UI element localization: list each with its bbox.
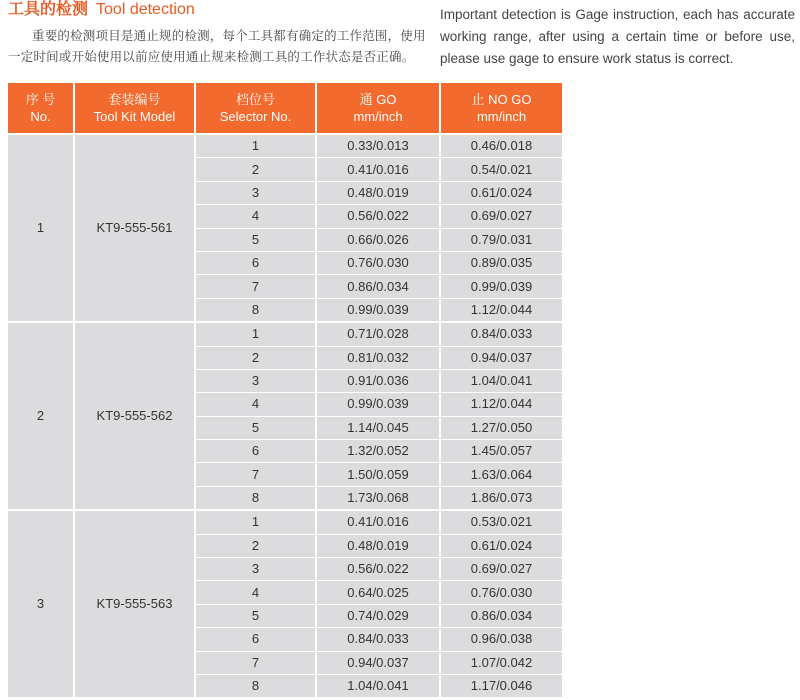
nogo-cell: 0.94/0.037 [440, 346, 562, 369]
header-go-en: mm/inch [353, 109, 403, 124]
nogo-cell: 1.04/0.041 [440, 369, 562, 392]
nogo-cell: 1.63/0.064 [440, 463, 562, 486]
header-no-en: No. [30, 109, 51, 124]
nogo-cell: 0.69/0.027 [440, 558, 562, 581]
table-row [8, 322, 562, 346]
go-cell: 0.66/0.026 [316, 228, 440, 251]
nogo-cell: 0.76/0.030 [440, 581, 562, 604]
header-no-cn: 序 号 [25, 92, 56, 107]
selector-cell: 8 [195, 298, 316, 322]
title-cn: 工具的检测 [8, 1, 89, 18]
selector-cell: 6 [195, 628, 316, 651]
go-cell: 0.99/0.039 [316, 393, 440, 416]
nogo-cell: 0.46/0.018 [440, 134, 562, 158]
page-title [8, 0, 195, 20]
group-number: 1 [8, 134, 74, 322]
go-cell: 0.91/0.036 [316, 369, 440, 392]
nogo-cell: 1.86/0.073 [440, 486, 562, 510]
nogo-cell: 0.86/0.034 [440, 604, 562, 627]
nogo-cell: 1.12/0.044 [440, 393, 562, 416]
nogo-cell: 1.45/0.057 [440, 440, 562, 463]
selector-cell: 4 [195, 581, 316, 604]
nogo-cell: 0.53/0.021 [440, 510, 562, 534]
go-cell: 0.81/0.032 [316, 346, 440, 369]
header-nogo-en: mm/inch [476, 109, 527, 124]
selector-cell: 3 [195, 558, 316, 581]
go-cell: 0.74/0.029 [316, 604, 440, 627]
go-cell: 0.64/0.025 [316, 581, 440, 604]
nogo-cell: 0.61/0.024 [440, 534, 562, 557]
title-en: Tool detection [96, 1, 195, 18]
go-cell: 0.33/0.013 [316, 134, 440, 158]
go-cell: 0.86/0.034 [316, 275, 440, 298]
selector-cell: 6 [195, 440, 316, 463]
selector-cell: 3 [195, 181, 316, 204]
group-number: 3 [8, 510, 74, 698]
go-cell: 1.32/0.052 [316, 440, 440, 463]
selector-cell: 1 [195, 134, 316, 158]
table-header-row [8, 83, 562, 134]
go-cell: 0.99/0.039 [316, 298, 440, 322]
selector-cell: 8 [195, 674, 316, 698]
nogo-cell: 1.12/0.044 [440, 298, 562, 322]
go-cell: 1.50/0.059 [316, 463, 440, 486]
nogo-cell: 1.17/0.046 [440, 674, 562, 698]
selector-cell: 6 [195, 251, 316, 274]
go-cell: 0.41/0.016 [316, 158, 440, 181]
go-cell: 0.56/0.022 [316, 558, 440, 581]
go-cell: 0.56/0.022 [316, 205, 440, 228]
selector-cell: 1 [195, 510, 316, 534]
header-go [316, 83, 440, 134]
selector-cell: 7 [195, 275, 316, 298]
nogo-cell: 0.96/0.038 [440, 628, 562, 651]
selector-cell: 1 [195, 322, 316, 346]
group-number: 2 [8, 322, 74, 510]
go-cell: 1.73/0.068 [316, 486, 440, 510]
table-row [8, 510, 562, 534]
group-model: KT9-555-562 [74, 322, 195, 510]
selector-cell: 4 [195, 393, 316, 416]
go-cell: 0.48/0.019 [316, 181, 440, 204]
nogo-cell: 0.54/0.021 [440, 158, 562, 181]
header-nogo-cn: 止 NO GO [471, 92, 532, 107]
nogo-cell: 0.79/0.031 [440, 228, 562, 251]
go-cell: 0.84/0.033 [316, 628, 440, 651]
nogo-cell: 1.27/0.050 [440, 416, 562, 439]
nogo-cell: 0.84/0.033 [440, 322, 562, 346]
selector-cell: 5 [195, 416, 316, 439]
header-selector [195, 83, 316, 134]
selector-cell: 5 [195, 228, 316, 251]
selector-cell: 7 [195, 651, 316, 674]
description-en: Important detection is Gage instruction, each has accurate working range, after using a certain time or before use, please use gage to ensure work status is correct. [440, 7, 795, 66]
header-model-en: Tool Kit Model [93, 109, 176, 124]
group-model: KT9-555-563 [74, 510, 195, 698]
selector-cell: 2 [195, 346, 316, 369]
table-row [8, 134, 562, 158]
selector-cell: 4 [195, 205, 316, 228]
nogo-cell: 0.89/0.035 [440, 251, 562, 274]
selector-cell: 5 [195, 604, 316, 627]
header-selector-en: Selector No. [219, 109, 292, 124]
nogo-cell: 0.69/0.027 [440, 205, 562, 228]
nogo-cell: 0.61/0.024 [440, 181, 562, 204]
selector-cell: 7 [195, 463, 316, 486]
go-cell: 0.94/0.037 [316, 651, 440, 674]
go-cell: 1.04/0.041 [316, 674, 440, 698]
group-model: KT9-555-561 [74, 134, 195, 322]
nogo-cell: 1.07/0.042 [440, 651, 562, 674]
go-cell: 0.71/0.028 [316, 322, 440, 346]
gauge-table [8, 83, 562, 699]
selector-cell: 2 [195, 158, 316, 181]
selector-cell: 2 [195, 534, 316, 557]
selector-cell: 8 [195, 486, 316, 510]
header-go-cn: 通 GO [359, 92, 397, 107]
header-no [8, 83, 74, 134]
go-cell: 0.48/0.019 [316, 534, 440, 557]
header-model [74, 83, 195, 134]
header-nogo [440, 83, 562, 134]
go-cell: 1.14/0.045 [316, 416, 440, 439]
description-cn: 重要的检测项目是通止规的检测，每个工具都有确定的工作范围，使用一定时间或开始使用以前应使用通止规来检测工具的工作状态是否正确。 [8, 29, 426, 64]
go-cell: 0.76/0.030 [316, 251, 440, 274]
selector-cell: 3 [195, 369, 316, 392]
nogo-cell: 0.99/0.039 [440, 275, 562, 298]
table-body [8, 134, 562, 698]
header-model-cn: 套装编号 [108, 92, 161, 107]
go-cell: 0.41/0.016 [316, 510, 440, 534]
header-selector-cn: 档位号 [235, 92, 275, 107]
